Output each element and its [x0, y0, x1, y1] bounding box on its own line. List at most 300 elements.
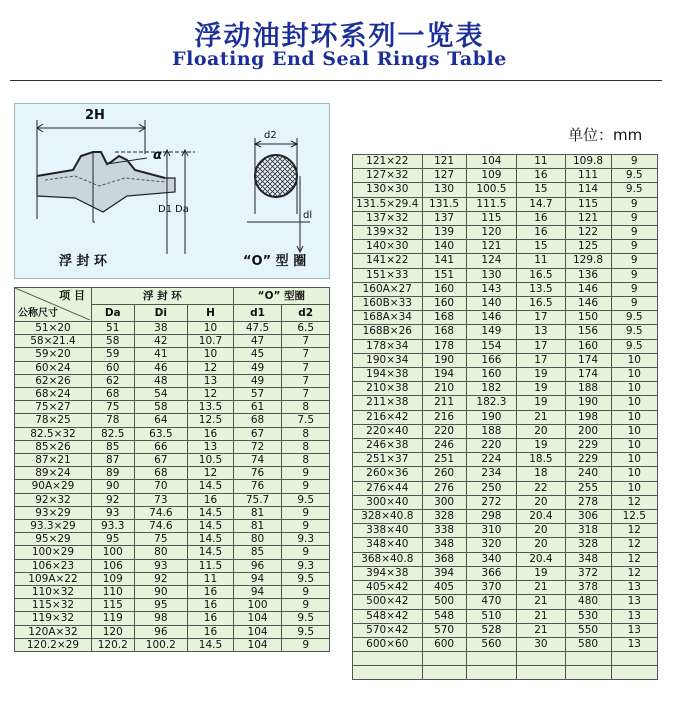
table-cell: 127 [422, 169, 466, 183]
table-cell: 19 [517, 382, 565, 396]
table-row [15, 480, 330, 493]
table-cell: 82.5×32 [15, 427, 92, 440]
table-cell: 41 [134, 348, 188, 361]
table-cell: 59 [91, 348, 134, 361]
table-cell: 115×32 [15, 599, 92, 612]
table-cell: 115 [91, 599, 134, 612]
table-cell: 100×29 [15, 546, 92, 559]
table-cell: 13.5 [188, 401, 234, 414]
table-cell: 149 [466, 325, 517, 339]
table-cell: 10 [611, 481, 657, 495]
table-row [15, 467, 330, 480]
table-cell: 21 [517, 581, 565, 595]
table-cell: 11.5 [188, 559, 234, 572]
table-cell: 7 [282, 388, 330, 401]
table-cell: 190 [422, 353, 466, 367]
table-cell: 87×21 [15, 454, 92, 467]
table-cell: 85×26 [15, 440, 92, 453]
table-cell: 168 [422, 311, 466, 325]
table-cell: 110×32 [15, 586, 92, 599]
table-cell: 470 [466, 595, 517, 609]
table-row [15, 599, 330, 612]
table-cell: 8 [282, 454, 330, 467]
table-cell: 528 [466, 623, 517, 637]
table-row [15, 427, 330, 440]
table-cell: 210×38 [353, 382, 423, 396]
table-row [15, 612, 330, 625]
table-cell: 600×60 [353, 637, 423, 651]
table-cell: 12 [611, 552, 657, 566]
table-cell: 120 [91, 625, 134, 638]
table-cell: 100 [233, 599, 282, 612]
table-cell: 234 [466, 467, 517, 481]
table-cell [353, 666, 423, 680]
table-cell: 12.5 [188, 414, 234, 427]
table-cell: 76 [233, 467, 282, 480]
table-cell: 80 [233, 533, 282, 546]
table-cell: 9.5 [282, 612, 330, 625]
table-cell: 14.7 [517, 197, 565, 211]
table-row [15, 638, 330, 651]
table-row [353, 552, 658, 566]
table-cell: 251×37 [353, 453, 423, 467]
table-cell: 21 [517, 595, 565, 609]
table-cell: 42 [134, 335, 188, 348]
table-cell: 95 [91, 533, 134, 546]
table-cell: 10.7 [188, 335, 234, 348]
table-cell: 15 [517, 183, 565, 197]
table-cell: 66 [134, 440, 188, 453]
table-cell: 119 [91, 612, 134, 625]
table-cell: 260×36 [353, 467, 423, 481]
table-cell: 81 [233, 520, 282, 533]
table-cell: 220 [422, 424, 466, 438]
table-cell: 300 [422, 495, 466, 509]
table-row [353, 481, 658, 495]
table-cell: 9.5 [282, 572, 330, 585]
table-row [353, 396, 658, 410]
label-alpha: α [153, 148, 162, 163]
table-cell: 348 [422, 538, 466, 552]
table-cell: 93×29 [15, 506, 92, 519]
table-cell: 109A×22 [15, 572, 92, 585]
table-cell: 48 [134, 374, 188, 387]
table-cell: 276×44 [353, 481, 423, 495]
table-cell: 95×29 [15, 533, 92, 546]
table-row [353, 226, 658, 240]
table-cell: 480 [565, 595, 611, 609]
table-cell: 328×40.8 [353, 510, 423, 524]
table-cell: 21 [517, 623, 565, 637]
table-cell: 20 [517, 524, 565, 538]
table-row [353, 467, 658, 481]
table-cell: 7 [282, 374, 330, 387]
table-cell: 9 [282, 599, 330, 612]
table-cell: 16 [188, 586, 234, 599]
table-cell: 20.4 [517, 510, 565, 524]
table-cell: 58 [91, 335, 134, 348]
unit-label: 单位：mm [568, 126, 643, 144]
table-cell [611, 666, 657, 680]
table-cell: 120.2 [91, 638, 134, 651]
table-row [353, 595, 658, 609]
table-cell: 59×20 [15, 348, 92, 361]
table-row [15, 572, 330, 585]
table-row [15, 546, 330, 559]
table-cell: 94 [233, 586, 282, 599]
table-cell: 16.5 [517, 268, 565, 282]
table-cell: 72 [233, 440, 282, 453]
table-cell: 9 [282, 586, 330, 599]
table-cell: 119×32 [15, 612, 92, 625]
table-cell: 246 [422, 439, 466, 453]
table-cell: 9 [611, 197, 657, 211]
table-cell: 18.5 [517, 453, 565, 467]
table-cell: 96 [233, 559, 282, 572]
table-row [15, 520, 330, 533]
table-cell: 13 [611, 623, 657, 637]
table-cell: 130×30 [353, 183, 423, 197]
table-cell: 47.5 [233, 322, 282, 335]
table-cell: 12 [611, 495, 657, 509]
table-cell: 7 [282, 348, 330, 361]
table-cell: 9 [282, 520, 330, 533]
table-cell: 9 [611, 254, 657, 268]
table-cell: 229 [565, 453, 611, 467]
table-cell: 63.5 [134, 427, 188, 440]
table-cell: 229 [565, 439, 611, 453]
table-cell: 62×26 [15, 374, 92, 387]
table-cell: 75.7 [233, 493, 282, 506]
table-cell [466, 652, 517, 666]
table-cell: 68 [134, 467, 188, 480]
table-cell: 9 [611, 155, 657, 169]
left-seal-table [14, 287, 330, 652]
table-cell: 136 [565, 268, 611, 282]
table-cell: 20 [517, 538, 565, 552]
table-cell: 160 [466, 368, 517, 382]
table-cell: 16 [517, 211, 565, 225]
table-cell: 143 [466, 282, 517, 296]
table-cell: 190×34 [353, 353, 423, 367]
table-cell: 104 [233, 612, 282, 625]
right-seal-table [352, 154, 658, 680]
table-cell: 94 [233, 572, 282, 585]
table-cell: 19 [517, 566, 565, 580]
table-cell: 140×30 [353, 240, 423, 254]
table-cell: 7 [282, 361, 330, 374]
table-cell: 115 [565, 197, 611, 211]
table-cell: 13 [611, 581, 657, 595]
table-cell: 139×32 [353, 226, 423, 240]
table-cell [517, 652, 565, 666]
table-cell: 13 [611, 637, 657, 651]
table-row [353, 254, 658, 268]
table-cell: 276 [422, 481, 466, 495]
table-cell: 156 [565, 325, 611, 339]
table-cell: 12 [611, 538, 657, 552]
table-row [15, 401, 330, 414]
table-cell: 246×38 [353, 439, 423, 453]
table-cell: 11 [517, 254, 565, 268]
table-cell: 92 [134, 572, 188, 585]
table-cell: 12 [188, 467, 234, 480]
table-cell: 111.5 [466, 197, 517, 211]
table-cell: 151 [422, 268, 466, 282]
table-cell: 174 [565, 353, 611, 367]
table-cell: 21 [517, 609, 565, 623]
table-cell [422, 666, 466, 680]
table-cell: 580 [565, 637, 611, 651]
table-cell [466, 666, 517, 680]
header-da: Da [91, 305, 134, 322]
table-cell: 11 [517, 155, 565, 169]
table-cell: 121×22 [353, 155, 423, 169]
table-row [353, 297, 658, 311]
table-cell: 120 [466, 226, 517, 240]
table-cell: 370 [466, 581, 517, 595]
table-cell: 182.3 [466, 396, 517, 410]
seal-diagram [14, 103, 330, 279]
header-d2: d2 [282, 305, 330, 322]
table-cell: 17 [517, 311, 565, 325]
table-cell: 129.8 [565, 254, 611, 268]
caption-float-ring: 浮 封 环 [59, 254, 108, 269]
table-cell: 114 [565, 183, 611, 197]
table-row [15, 533, 330, 546]
table-cell: 19 [517, 439, 565, 453]
table-cell: 14.5 [188, 520, 234, 533]
table-cell: 368×40.8 [353, 552, 423, 566]
table-cell: 168B×26 [353, 325, 423, 339]
table-cell: 80 [134, 546, 188, 559]
table-cell: 9 [611, 282, 657, 296]
table-cell: 150 [565, 311, 611, 325]
table-cell: 178×34 [353, 339, 423, 353]
table-cell: 121 [466, 240, 517, 254]
table-cell: 9.5 [611, 339, 657, 353]
caption-o-ring: “O” 型 圈 [243, 254, 307, 269]
table-cell: 372 [565, 566, 611, 580]
table-cell: 124 [466, 254, 517, 268]
table-cell: 146 [565, 297, 611, 311]
table-cell: 211×38 [353, 396, 423, 410]
table-cell [611, 652, 657, 666]
table-cell: 9.5 [282, 493, 330, 506]
table-cell: 190 [565, 396, 611, 410]
table-cell: 70 [134, 480, 188, 493]
table-cell: 64 [134, 414, 188, 427]
table-cell: 131.5 [422, 197, 466, 211]
table-row [353, 311, 658, 325]
table-cell: 8 [282, 440, 330, 453]
table-cell: 141 [422, 254, 466, 268]
table-cell: 75 [91, 401, 134, 414]
table-row [15, 625, 330, 638]
table-row [353, 538, 658, 552]
table-cell: 310 [466, 524, 517, 538]
table-row [353, 282, 658, 296]
table-row [353, 581, 658, 595]
table-cell: 500×42 [353, 595, 423, 609]
table-row [353, 169, 658, 183]
table-row [353, 155, 658, 169]
table-cell: 96 [134, 625, 188, 638]
table-cell: 600 [422, 637, 466, 651]
table-cell: 130 [422, 183, 466, 197]
table-cell: 93 [91, 506, 134, 519]
table-cell: 548 [422, 609, 466, 623]
table-cell: 348 [565, 552, 611, 566]
table-cell: 111 [565, 169, 611, 183]
table-cell: 9 [611, 211, 657, 225]
table-cell: 530 [565, 609, 611, 623]
table-cell: 14.5 [188, 546, 234, 559]
table-cell: 10 [611, 396, 657, 410]
table-cell: 10 [188, 322, 234, 335]
table-cell: 120A×32 [15, 625, 92, 638]
table-cell: 272 [466, 495, 517, 509]
table-cell: 300×40 [353, 495, 423, 509]
table-cell: 13 [188, 440, 234, 453]
table-cell: 93.3 [91, 520, 134, 533]
table-cell: 194×38 [353, 368, 423, 382]
table-cell: 16 [188, 625, 234, 638]
table-cell: 137 [422, 211, 466, 225]
table-cell: 74.6 [134, 506, 188, 519]
table-cell: 22 [517, 481, 565, 495]
table-cell: 14.5 [188, 638, 234, 651]
table-cell: 60×24 [15, 361, 92, 374]
table-cell: 115 [466, 211, 517, 225]
table-cell: 8 [282, 427, 330, 440]
table-cell: 10 [611, 439, 657, 453]
table-cell: 90 [134, 586, 188, 599]
table-cell: 38 [134, 322, 188, 335]
table-cell: 10 [188, 348, 234, 361]
table-cell: 19 [517, 396, 565, 410]
table-cell: 127×32 [353, 169, 423, 183]
table-cell: 9.5 [611, 183, 657, 197]
table-cell: 68×24 [15, 388, 92, 401]
table-cell: 10.5 [188, 454, 234, 467]
table-row [353, 495, 658, 509]
table-cell: 198 [565, 410, 611, 424]
table-cell: 146 [565, 282, 611, 296]
table-cell: 45 [233, 348, 282, 361]
table-row [353, 410, 658, 424]
table-cell: 92×32 [15, 493, 92, 506]
table-cell: 146 [466, 311, 517, 325]
table-cell: 30 [517, 637, 565, 651]
table-cell: 125 [565, 240, 611, 254]
table-cell: 140 [466, 297, 517, 311]
table-row [15, 454, 330, 467]
table-cell: 160 [422, 282, 466, 296]
table-cell: 100.2 [134, 638, 188, 651]
table-cell [565, 666, 611, 680]
table-cell: 220×40 [353, 424, 423, 438]
table-cell: 10 [611, 382, 657, 396]
table-cell: 174 [565, 368, 611, 382]
table-cell: 141×22 [353, 254, 423, 268]
table-cell: 260 [422, 467, 466, 481]
table-row [353, 666, 658, 680]
table-row [353, 439, 658, 453]
header-float-ring: 浮 封 环 [91, 288, 233, 305]
table-cell: 20 [517, 424, 565, 438]
table-cell: 394 [422, 566, 466, 580]
table-cell: 13 [611, 595, 657, 609]
table-row [353, 268, 658, 282]
table-row [353, 652, 658, 666]
table-cell: 75×27 [15, 401, 92, 414]
table-cell: 122 [565, 226, 611, 240]
label-da: Da [175, 204, 189, 215]
table-cell: 121 [565, 211, 611, 225]
table-cell: 250 [466, 481, 517, 495]
table-cell: 9 [282, 638, 330, 651]
table-cell: 12.5 [611, 510, 657, 524]
table-cell: 61 [233, 401, 282, 414]
table-cell: 182 [466, 382, 517, 396]
table-cell: 68 [233, 414, 282, 427]
table-cell: 9 [282, 506, 330, 519]
table-cell: 62 [91, 374, 134, 387]
table-cell: 106 [91, 559, 134, 572]
table-cell: 121 [422, 155, 466, 169]
table-cell: 211 [422, 396, 466, 410]
table-cell: 10 [611, 410, 657, 424]
table-row [353, 609, 658, 623]
table-cell: 224 [466, 453, 517, 467]
table-cell: 58 [134, 401, 188, 414]
table-cell: 216×42 [353, 410, 423, 424]
title-divider [10, 80, 662, 81]
table-cell: 240 [565, 467, 611, 481]
table-cell: 9 [611, 297, 657, 311]
table-cell: 93.3×29 [15, 520, 92, 533]
table-row [353, 566, 658, 580]
table-cell: 49 [233, 361, 282, 374]
table-cell: 104 [233, 625, 282, 638]
table-cell: 6.5 [282, 322, 330, 335]
table-cell: 570×42 [353, 623, 423, 637]
table-cell: 318 [565, 524, 611, 538]
table-cell: 9.3 [282, 533, 330, 546]
table-cell: 16 [517, 226, 565, 240]
table-cell: 166 [466, 353, 517, 367]
table-cell: 51 [91, 322, 134, 335]
table-row [353, 368, 658, 382]
table-cell: 109.8 [565, 155, 611, 169]
table-cell: 89×24 [15, 467, 92, 480]
table-cell: 12 [188, 388, 234, 401]
table-cell: 13.5 [517, 282, 565, 296]
header-h: H [188, 305, 234, 322]
table-cell: 109 [466, 169, 517, 183]
table-cell: 160 [422, 297, 466, 311]
table-cell: 92 [91, 493, 134, 506]
table-row [15, 335, 330, 348]
table-cell: 405×42 [353, 581, 423, 595]
table-row [353, 211, 658, 225]
table-cell: 100 [91, 546, 134, 559]
table-cell: 106×23 [15, 559, 92, 572]
table-cell: 14.5 [188, 480, 234, 493]
table-cell: 49 [233, 374, 282, 387]
table-cell: 54 [134, 388, 188, 401]
